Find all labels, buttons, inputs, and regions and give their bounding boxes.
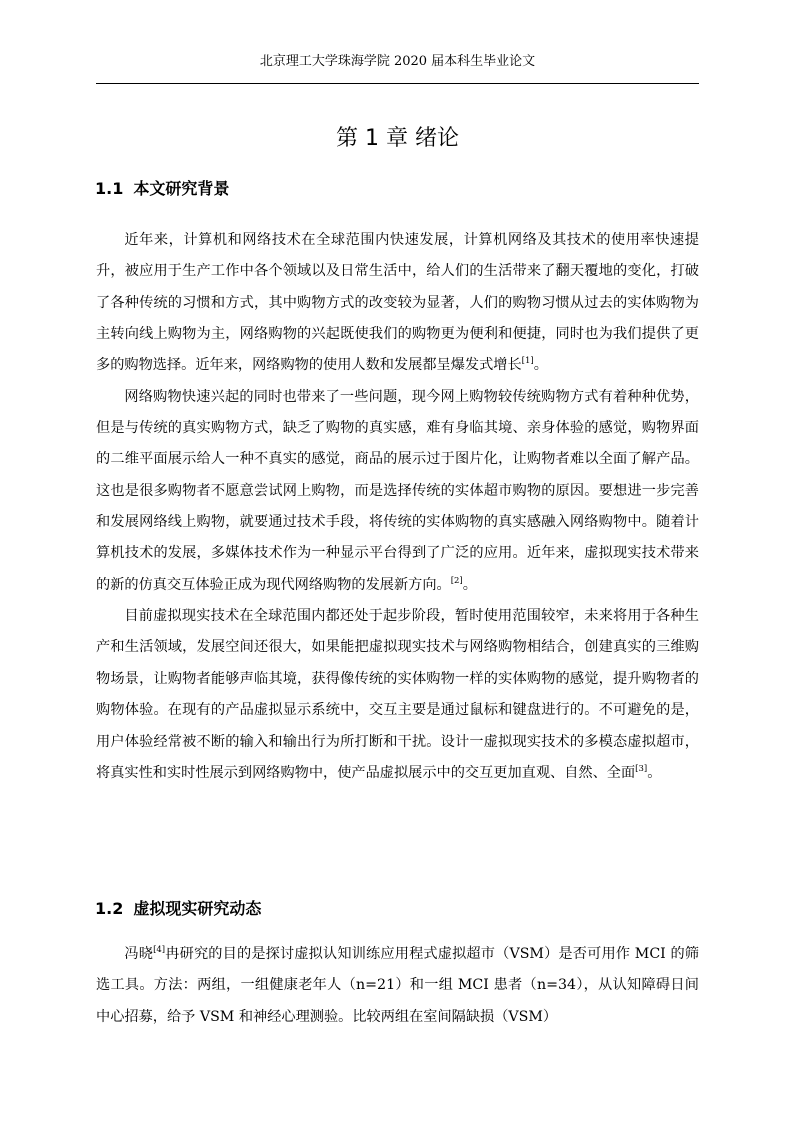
paragraph-text: 近年来，计算机和网络技术在全球范围内快速发展，计算机网络及其技术的使用率快速提升，被应用于生产工作中各个领域以及日常生活中，给人们的生活带来了翻天覆地的变化，打破了各种传统的习惯和方式，其中购物方式的改变较为显著，人们的购物习惯从过去的实体购物为主转向线上购物为主，网络购物的兴起既使我们的购物更为便利和便捷，同时也为我们提供了更多的购物选择。近年来，网络购物的使用人数和发展都呈爆发式增长 xyxy=(96,232,699,374)
paragraph xyxy=(96,225,699,382)
citation-ref: [2] xyxy=(450,575,463,586)
header-rule xyxy=(96,83,699,84)
running-header: 北京理工大学珠海学院 2020 届本科生毕业论文 xyxy=(259,54,536,69)
paragraph xyxy=(96,939,699,1033)
paragraph-text: 目前虚拟现实技术在全球范围内都还处于起步阶段，暂时使用范围较窄，未来将用于各种生产和生活领域，发展空间还很大，如果能把虚拟现实技术与网络购物相结合，创建真实的三维购物场景，让购物者能够声临其境，获得像传统的实体购物一样的实体购物的感觉，提升购物者的购物体验。在现有的产品虚拟显示系统中，交互主要是通过鼠标和键盘进行的。不可避免的是，用户体验经常被不断的输入和输出行为所打断和干扰。设计一虚拟现实技术的多模态虚拟超市，将真实性和实时性展示到网络购物中，使产品虚拟展示中的交互更加直观、自然、全面 xyxy=(96,608,699,781)
citation-ref: [1] xyxy=(521,356,534,367)
section-title: 虚拟现实研究动态 xyxy=(133,899,262,918)
section-1-2-body xyxy=(96,939,699,1033)
section-heading-1-1 xyxy=(95,177,229,201)
paragraph-end: 。 xyxy=(533,357,548,374)
section-title: 本文研究背景 xyxy=(133,179,230,198)
paragraph-start: 冯晓 xyxy=(124,946,154,962)
paragraph xyxy=(96,382,699,601)
paragraph-end: 。 xyxy=(647,764,662,781)
paragraph-end: 。 xyxy=(462,576,477,593)
chapter-title: 第 1 章 绪论 xyxy=(336,126,459,151)
section-heading-1-2 xyxy=(95,897,261,921)
paragraph xyxy=(96,601,699,789)
paragraph-text: 冉研究的目的是探讨虚拟认知训练应用程式虚拟超市（VSM）是否可用作 MCI 的筛选工具。方法：两组，一组健康老年人（n=21）和一组 MCI 患者（n=34），从认知障碍日间中心招募，给予 VSM 和神经心理测验。比较两组在室间隔缺损（VSM） xyxy=(96,946,699,1025)
section-1-1-body xyxy=(96,225,699,789)
citation-ref: [4] xyxy=(153,945,166,955)
section-number: 1.2 xyxy=(95,899,124,918)
section-number: 1.1 xyxy=(95,179,124,198)
citation-ref: [3] xyxy=(635,763,648,774)
paragraph-text: 网络购物快速兴起的同时也带来了一些问题，现今网上购物较传统购物方式有着种种优势，但是与传统的真实购物方式，缺乏了购物的真实感，难有身临其境、亲身体验的感觉，购物界面的二维平面展示给人一种不真实的感觉，商品的展示过于图片化，让购物者难以全面了解产品。这也是很多购物者不愿意尝试网上购物，而是选择传统的实体超市购物的原因。要想进一步完善和发展网络线上购物，就要通过技术手段，将传统的实体购物的真实感融入网络购物中。随着计算机技术的发展，多媒体技术作为一种显示平台得到了广泛的应用。近年来，虚拟现实技术带来的新的仿真交互体验正成为现代网络购物的发展新方向。 xyxy=(96,388,699,593)
